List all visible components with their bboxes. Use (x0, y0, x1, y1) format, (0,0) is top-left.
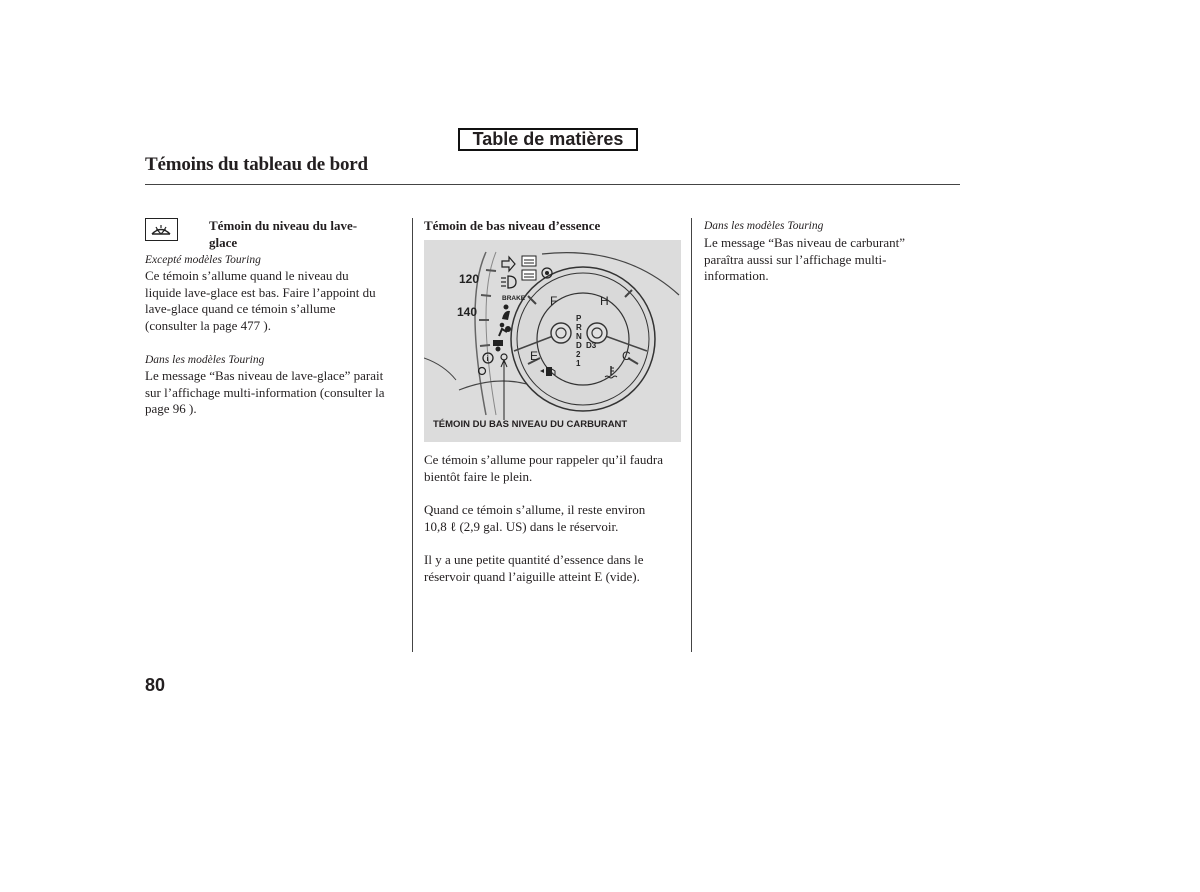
page-number: 80 (145, 675, 166, 695)
headlight-icon (501, 276, 516, 288)
washer-note-touring: Dans les modèles Touring (145, 354, 265, 366)
text-line[interactable]: (consulter la page 477 ). (145, 317, 271, 333)
text-line: lave-glace quand ce témoin s’allume (145, 301, 336, 317)
seatbelt-icon (502, 305, 510, 321)
table-of-contents-button[interactable]: Table de matières (458, 128, 638, 151)
text-line: réservoir quand l’aiguille atteint E (vide). (424, 568, 640, 584)
fuel-heading: Témoin de bas niveau d’essence (424, 218, 601, 233)
fuel-paragraph-1 (424, 452, 686, 485)
column-divider-right (691, 218, 692, 652)
figure-caption: TÉMOIN DU BAS NIVEAU DU CARBURANT (433, 419, 628, 430)
text-line: bientôt faire le plein. (424, 468, 533, 484)
seatbelt-passenger-icon (493, 340, 503, 352)
washer-paragraph-1 (145, 268, 407, 334)
text-line: sur l’affichage multi-information (consulter la (145, 384, 385, 400)
turn-signal-icon (502, 257, 515, 271)
washer-heading-line2: glace (209, 234, 238, 250)
text-line: 10,8 ℓ (2,9 gal. US) dans le réservoir. (424, 518, 619, 534)
instrument-cluster-drawing (424, 240, 681, 442)
instrument-cluster-figure (424, 240, 681, 442)
airbag-icon (499, 323, 511, 336)
gear-2: 2 (576, 350, 581, 359)
gear-p: P (576, 314, 582, 323)
text-line: Quand ce témoin s’allume, il reste environ (424, 502, 646, 517)
fuel-touring-paragraph (704, 235, 954, 285)
text-line: liquide lave-glace est bas. Faire l’appoint du (145, 284, 376, 300)
cruise-control-icon (522, 270, 536, 280)
fuel-full-label: F (550, 294, 558, 308)
washer-heading (209, 218, 399, 251)
text-line: Le message “Bas niveau de carburant” (704, 235, 906, 250)
page-title: Témoins du tableau de bord (145, 154, 368, 175)
column-divider-left (412, 218, 413, 652)
title-rule (145, 184, 960, 185)
brake-label: BRAKE (502, 295, 526, 302)
washer-note-except-touring: Excepté modèles Touring (145, 254, 261, 266)
temp-cold-label: C (622, 349, 631, 363)
gear-r: R (576, 323, 582, 332)
text-line: Il y a une petite quantité d’essence dans le (424, 552, 644, 567)
text-line: Ce témoin s’allume quand le niveau du (145, 268, 349, 283)
text-line: Le message “Bas niveau de lave-glace” parait (145, 368, 384, 383)
fuel-note-touring: Dans les modèles Touring (704, 220, 824, 232)
gear-d3: D3 (586, 341, 597, 350)
speed-label-120: 120 (459, 272, 480, 286)
gear-d: D (576, 341, 582, 350)
windshield-washer-icon (145, 218, 178, 241)
washer-heading-line1: Témoin du niveau du lave- (209, 218, 358, 233)
fuel-empty-label: E (530, 349, 539, 363)
temp-hot-label: H (600, 294, 609, 308)
text-line[interactable]: page 96 ). (145, 401, 197, 417)
speed-label-140: 140 (457, 305, 478, 319)
text-line: Ce témoin s’allume pour rappeler qu’il faudra (424, 452, 663, 467)
svg-text:i: i (486, 356, 489, 363)
cruise-main-icon (522, 256, 536, 266)
fuel-paragraph-3 (424, 552, 686, 585)
text-line: information. (704, 268, 769, 284)
gear-n: N (576, 332, 582, 341)
text-line: paraîtra aussi sur l’affichage multi- (704, 251, 887, 267)
washer-paragraph-2 (145, 368, 407, 418)
fuel-paragraph-2 (424, 502, 686, 535)
gear-1: 1 (576, 359, 581, 368)
